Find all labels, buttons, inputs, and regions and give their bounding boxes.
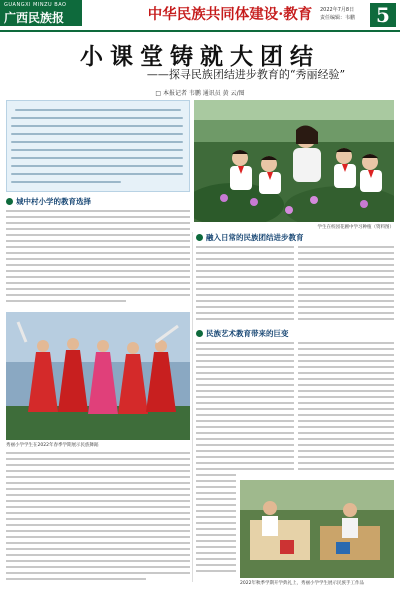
section-heading-3: 民族艺术教育带来的巨变 (196, 328, 289, 338)
paper-name-en: GUANGXI MINZU BAO (4, 2, 67, 8)
craft-caption: 2022年秋季学期开学典礼上，秀丽小学学生展示民族手工作品 (240, 581, 364, 586)
section-heading-2: 融入日常的民族团结进步教育 (196, 232, 304, 242)
article-subtitle: ——探寻民族团结进步教育的“秀丽经验” (146, 68, 346, 81)
section-title: 中华民族共同体建设·教育 (147, 6, 313, 23)
article-title: 小课堂铸就大团结 (80, 43, 320, 70)
dance-caption: 秀丽小学学生在2022年春季学期展示民族舞蹈 (6, 443, 99, 448)
header-rule (0, 30, 400, 32)
issue-editor: 责任编辑：韦鹏 (320, 15, 356, 21)
page-number: 5 (370, 3, 396, 27)
dance-photo (6, 312, 190, 440)
craft-photo (240, 480, 394, 578)
paper-logo (0, 0, 82, 26)
issue-date: 2022年7月8日 (320, 7, 355, 13)
section-heading-1: 城中村小学的教育选择 (6, 196, 91, 206)
paper-name-cn: 广西民族报 (4, 11, 65, 25)
lead-box (6, 100, 190, 192)
hero-photo (194, 100, 394, 222)
hero-caption: 学生在校园花圃中学习种植（资料图） (317, 225, 394, 230)
byline: □ 本报记者 韦鹏 通讯员 黄 云/图 (155, 90, 245, 97)
